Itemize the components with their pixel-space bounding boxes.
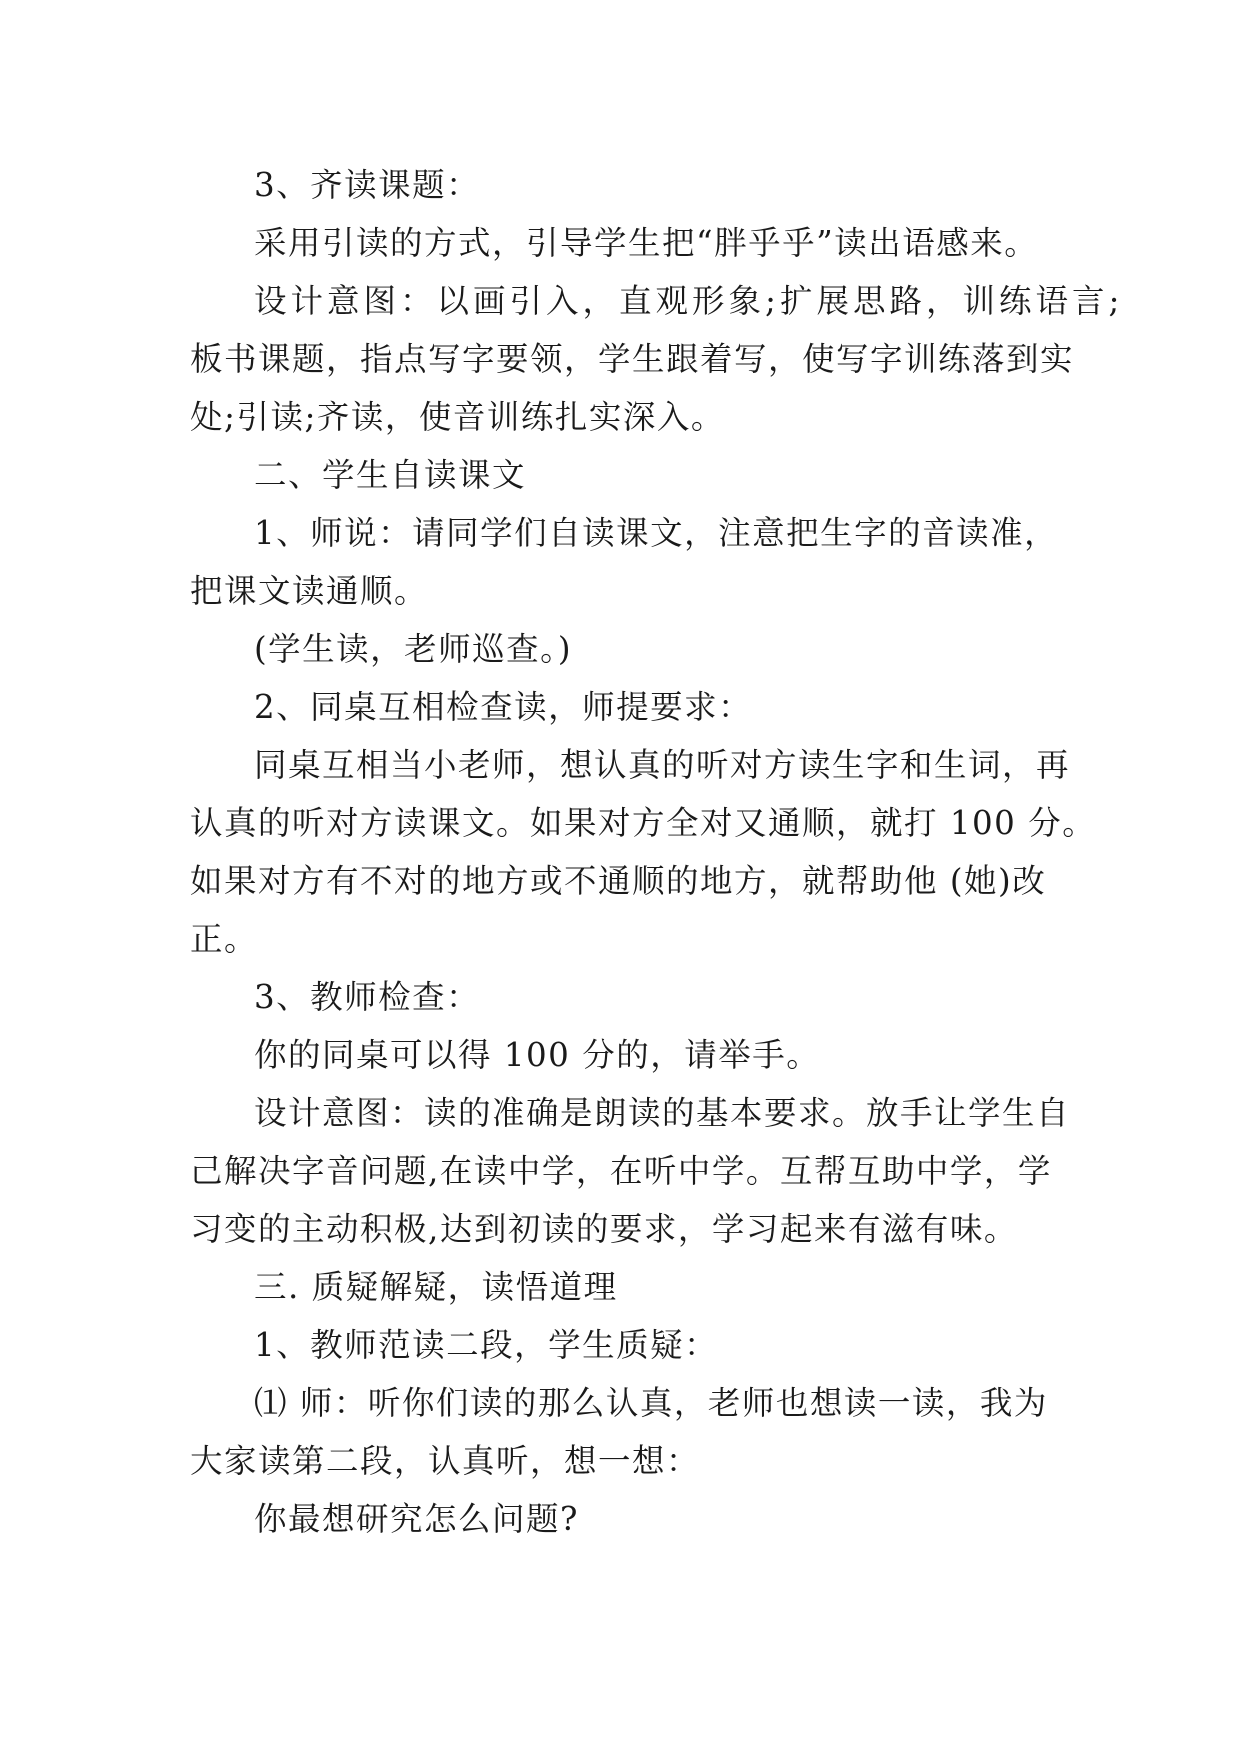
text-line: 认真的听对方读课文。如果对方全对又通顺，就打 100 分。: [190, 804, 1097, 842]
text-line: 采用引读的方式，引导学生把“胖乎乎”读出语感来。: [254, 224, 1039, 262]
text-line: 你最想研究怎么问题?: [254, 1500, 579, 1538]
text-line: 你的同桌可以得 100 分的，请举手。: [254, 1036, 821, 1074]
text-line: 设计意图：以画引入，直观形象;扩展思路，训练语言;: [254, 282, 1124, 320]
text-line: 如果对方有不对的地方或不通顺的地方，就帮助他 (她)改: [190, 862, 1047, 900]
text-line: 同桌互相当小老师，想认真的听对方读生字和生词，再: [254, 746, 1071, 784]
text-line: 板书课题，指点写字要领，学生跟着写，使写字训练落到实: [190, 340, 1075, 378]
text-line: 1、教师范读二段，学生质疑：: [254, 1326, 719, 1364]
text-line: 把课文读通顺。: [190, 572, 429, 610]
text-line: (学生读，老师巡查。): [254, 630, 573, 668]
text-line: 3、齐读课题：: [254, 166, 481, 204]
text-line: 3、教师检查：: [254, 978, 481, 1016]
text-line: 处;引读;齐读，使音训练扎实深入。: [190, 398, 725, 436]
section-heading: 二、学生自读课文: [254, 456, 527, 494]
text-line: ⑴ 师：听你们读的那么认真，老师也想读一读，我为: [254, 1384, 1048, 1422]
section-heading: 三. 质疑解疑，读悟道理: [254, 1268, 618, 1306]
text-line: 大家读第二段，认真听，想一想：: [190, 1442, 701, 1480]
text-line: 习变的主动积极,达到初读的要求，学习起来有滋有味。: [190, 1210, 1018, 1248]
text-line: 2、同桌互相检查读，师提要求：: [254, 688, 753, 726]
text-line: 己解决字音问题,在读中学，在听中学。互帮互助中学，学: [190, 1152, 1052, 1190]
text-line: 正。: [190, 920, 259, 958]
text-line: 设计意图：读的准确是朗读的基本要求。放手让学生自: [254, 1094, 1071, 1132]
text-line: 1、师说：请同学们自读课文，注意把生字的音读准，: [254, 514, 1059, 552]
